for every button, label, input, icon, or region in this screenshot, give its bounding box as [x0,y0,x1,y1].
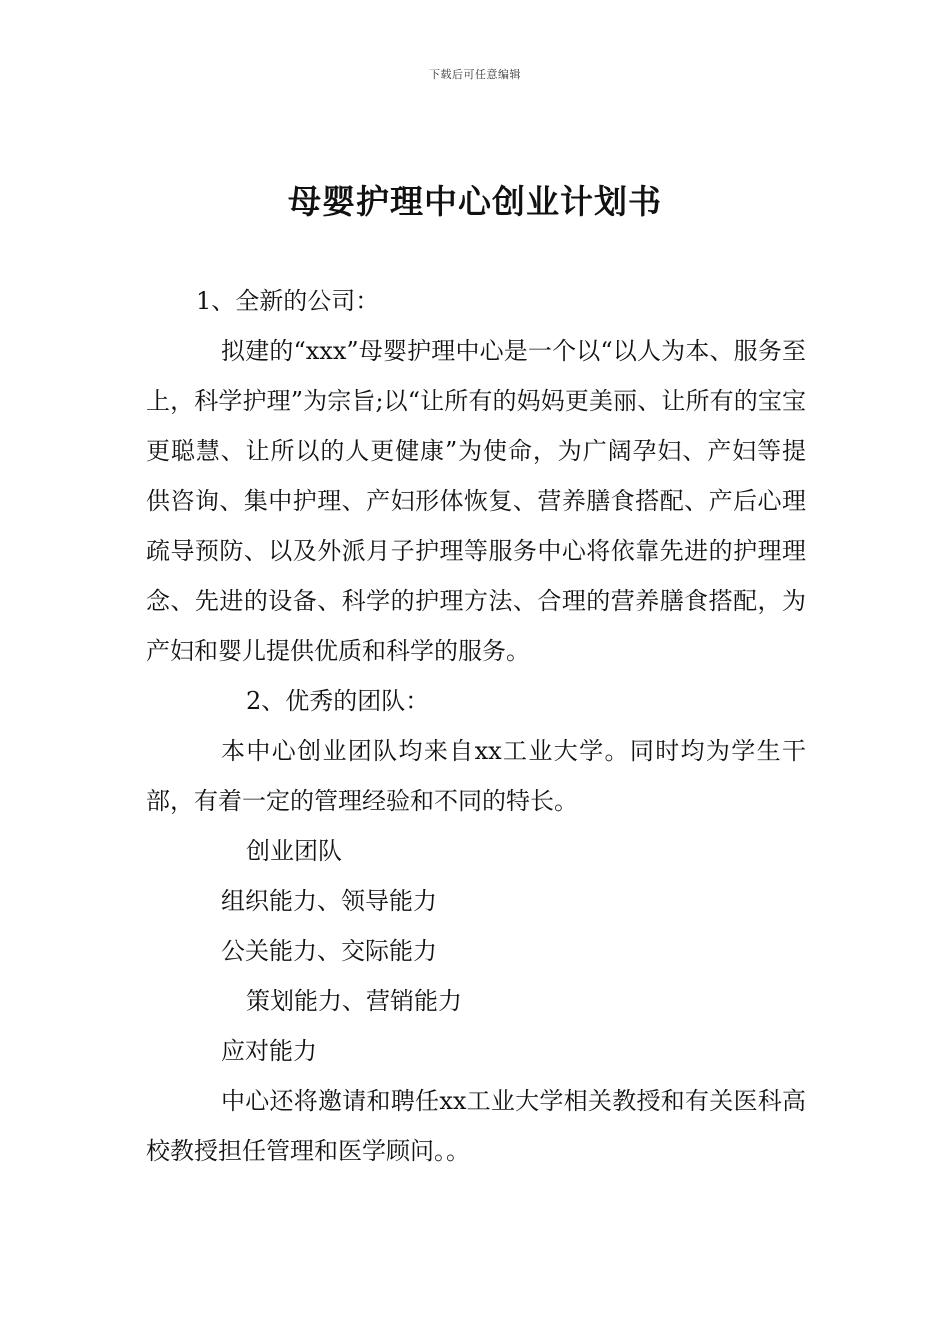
ability-line-public-relations: 公关能力、交际能力 [221,937,437,965]
document-title: 母婴护理中心创业计划书 [288,182,662,221]
paragraph-company-intro: 拟建的“xxx”母婴护理中心是一个以“以人为本、服务至上，科学护理”为宗旨;以“让所有的妈妈更美丽、让所有的宝宝更聪慧、让所以的人更健康”为使命，为广阔孕妇、产妇等提供咨询、集中护理、产妇形体恢复、营养膳食搭配、产后心理疏导预防、以及外派月子护理等服务中心将依靠先进的护理理念、先进的设备、科学的护理方法、合理的营养膳食搭配，为产妇和婴儿提供优质和科学的服务。 [146,337,806,665]
document-body [146,276,806,1176]
ability-line-response: 应对能力 [221,1037,317,1065]
section-heading-team: 2、优秀的团队： [246,687,430,715]
page-header-note: 下载后可任意编辑 [429,68,521,81]
section-heading-new-company: 1、全新的公司： [196,287,380,315]
ability-line-planning: 策划能力、营销能力 [246,987,462,1015]
team-label: 创业团队 [246,837,342,865]
paragraph-team-intro: 本中心创业团队均来自xx工业大学。同时均为学生干部，有着一定的管理经验和不同的特长。 [146,737,806,815]
paragraph-advisors: 中心还将邀请和聘任xx工业大学相关教授和有关医科高校教授担任管理和医学顾问。。 [146,1087,806,1165]
ability-line-organization: 组织能力、领导能力 [221,887,437,915]
